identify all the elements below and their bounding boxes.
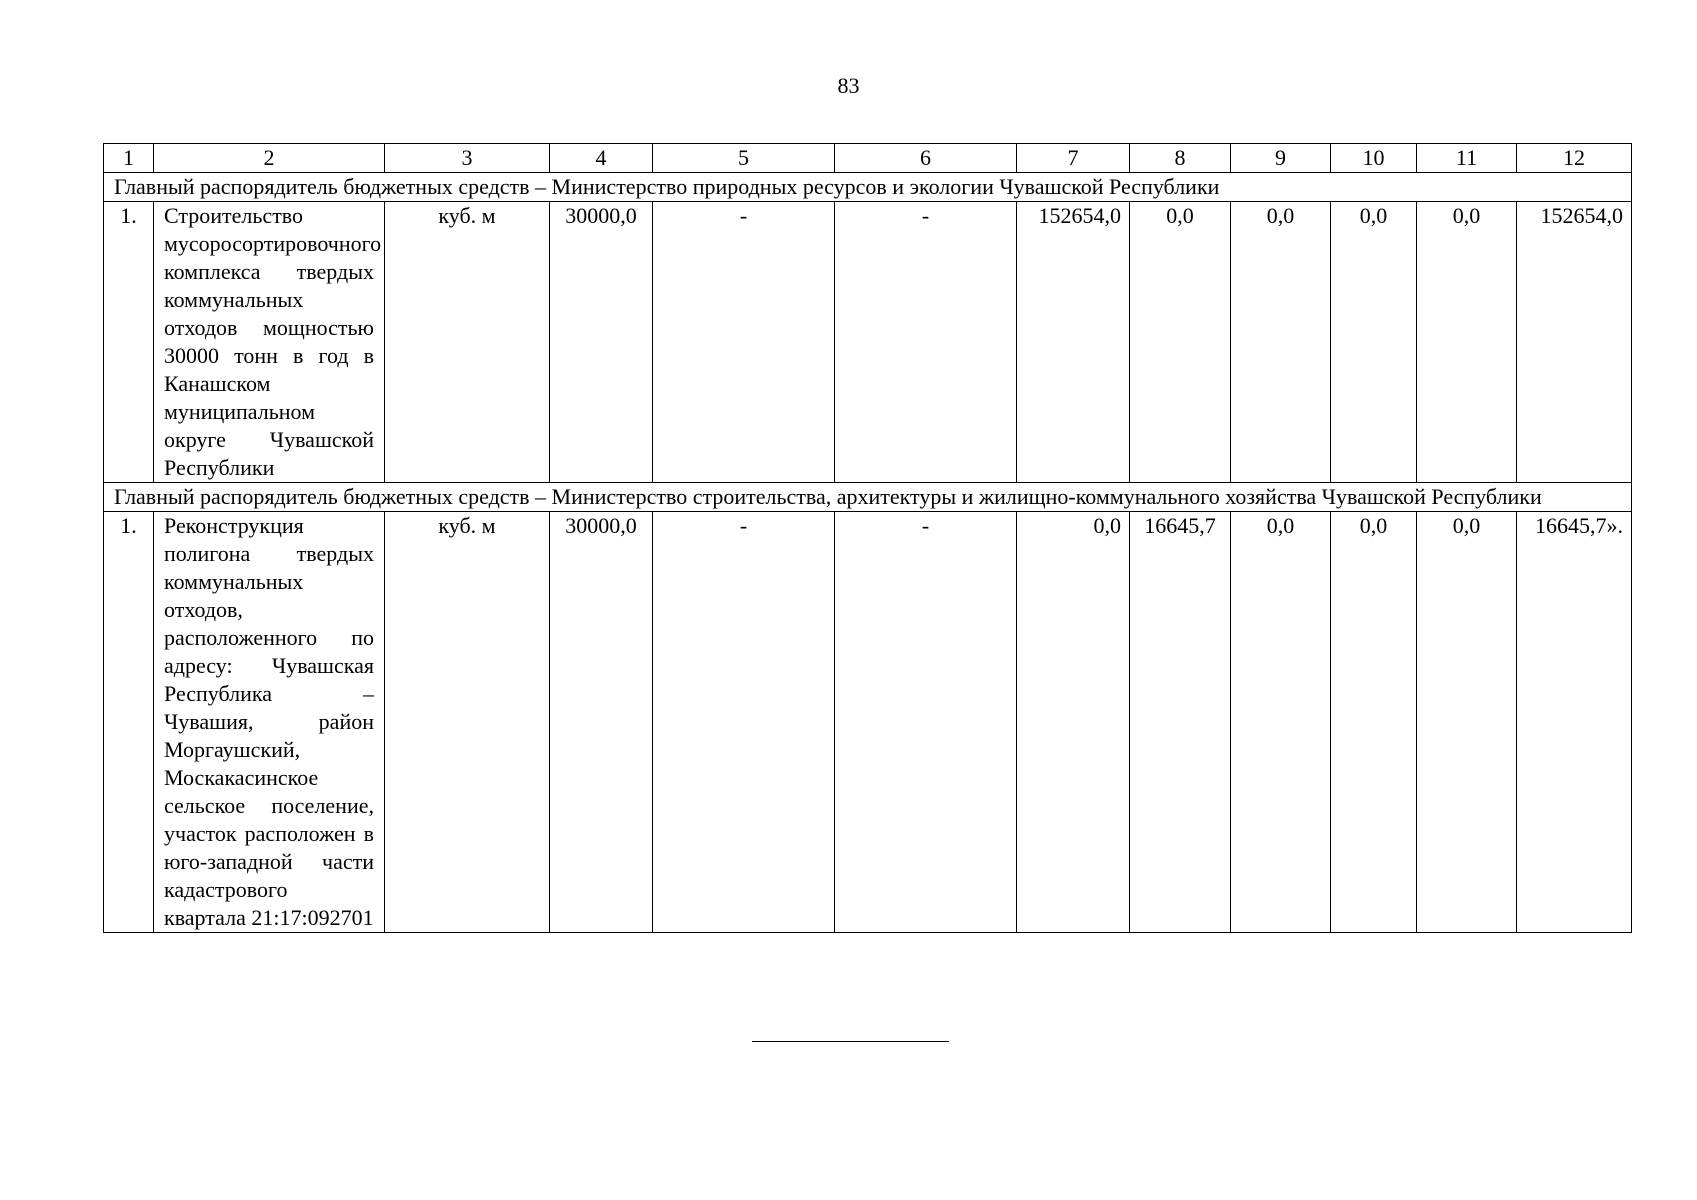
column-number: 9 [1231, 144, 1331, 173]
column-number: 10 [1331, 144, 1417, 173]
value-cell: 0,0 [1331, 512, 1417, 933]
group-header-row [104, 483, 1632, 512]
value-cell: 152654,0 [1517, 202, 1632, 483]
value-cell: 0,0 [1130, 202, 1231, 483]
table-row [104, 512, 1632, 933]
value-cell: 0,0 [1417, 512, 1517, 933]
value-cell: 0,0 [1017, 512, 1130, 933]
value-cell: 16645,7 [1130, 512, 1231, 933]
column-number: 11 [1417, 144, 1517, 173]
column-number: 1 [104, 144, 154, 173]
value-cell: - [835, 202, 1017, 483]
column-number: 3 [385, 144, 550, 173]
object-name: Реконструкция полигона твердых коммунальных отходов, расположенного по адресу: Чувашская Республика – Чувашия, район Моргаушский, Москакасинское сельское поселение, участок расположен в юго-западной части кадастрового квартала 21:17:092701 [154, 512, 385, 933]
unit-cell: куб. м [385, 202, 550, 483]
column-number: 8 [1130, 144, 1231, 173]
row-number: 1. [104, 202, 154, 483]
capacity-cell: 30000,0 [550, 512, 653, 933]
column-number: 2 [154, 144, 385, 173]
row-number: 1. [104, 512, 154, 933]
column-numbers-row [104, 144, 1632, 173]
value-cell: 0,0 [1231, 512, 1331, 933]
value-cell: 0,0 [1417, 202, 1517, 483]
value-cell: 0,0 [1231, 202, 1331, 483]
unit-cell: куб. м [385, 512, 550, 933]
column-number: 4 [550, 144, 653, 173]
footnote-divider [752, 1041, 949, 1042]
column-number: 5 [653, 144, 835, 173]
column-number: 12 [1517, 144, 1632, 173]
column-number: 6 [835, 144, 1017, 173]
column-number: 7 [1017, 144, 1130, 173]
capacity-cell: 30000,0 [550, 202, 653, 483]
value-cell: 152654,0 [1017, 202, 1130, 483]
object-name: Строительство мусоросортировочного комплекса твердых коммунальных отходов мощностью 30000 тонн в год в Канашском муниципальном округе Чувашской Республики [154, 202, 385, 483]
value-cell: - [653, 512, 835, 933]
value-cell: - [653, 202, 835, 483]
group-header: Главный распорядитель бюджетных средств – Министерство строительства, архитектуры и жилищно-коммунального хозяйства Чувашской Республики [104, 483, 1632, 512]
value-cell: - [835, 512, 1017, 933]
value-cell: 0,0 [1331, 202, 1417, 483]
page-number: 83 [837, 73, 860, 98]
group-header-row [104, 173, 1632, 202]
table-row [104, 202, 1632, 483]
budget-table [103, 143, 1632, 933]
group-header: Главный распорядитель бюджетных средств – Министерство природных ресурсов и экологии Чувашской Республики [104, 173, 1632, 202]
value-cell: 16645,7». [1517, 512, 1632, 933]
